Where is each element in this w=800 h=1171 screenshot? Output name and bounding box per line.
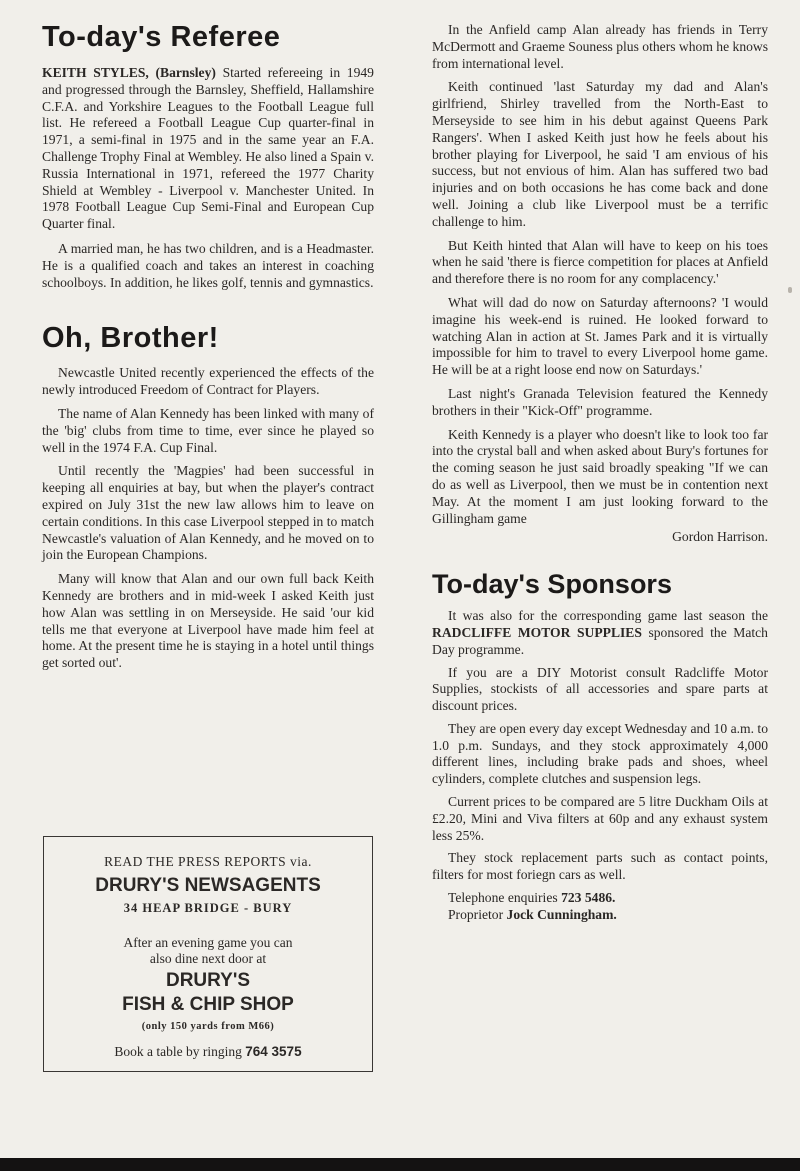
- brother-paragraph: Last night's Granada Television featured the Kennedy brothers in their "Kick-Off" programme.: [432, 385, 768, 418]
- sponsors-paragraph: Current prices to be compared are 5 litre Duckham Oils at £2.20, Mini and Viva filters at 60p and any exhaust system less 25%.: [432, 794, 768, 843]
- brother-paragraph: Newcastle United recently experienced the effects of the newly introduced Freedom of Contract for Players.: [42, 365, 374, 398]
- scan-bottom-edge: [0, 1158, 800, 1171]
- referee-name: KEITH STYLES, (Barnsley): [42, 65, 216, 80]
- advert-dine-next-door: also dine next door at: [149, 951, 267, 966]
- sponsors-telephone: [432, 890, 768, 907]
- advert-press-reports: READ THE PRESS REPORTS via.: [104, 854, 312, 869]
- advert-phone: 764 3575: [245, 1044, 302, 1059]
- brother-paragraph: Keith Kennedy is a player who doesn't like to look too far into the crystal ball and when asked about Bury's fortunes for the coming season he just said broadly speaking "If we can do as well as Liverpool, then we must be in contention next May. At the moment I am just looking forward to the Gillingham game: [432, 426, 768, 526]
- brother-paragraph: In the Anfield camp Alan already has friends in Terry McDermott and Graeme Souness plus others whom he knows from international level.: [432, 22, 769, 71]
- referee-bio-text: Started refereeing in 1949 and progressed through the Barnsley, Sheffield, Hallamshire C.F.A. and Yorkshire Leagues to the Football League full list. He refereed a Football League Cup quarter-final in 1971, a semi-final in 1975 and in the same year an F.A. Challenge Trophy Final at Wembley. He also lined a Spain v. Russia International in 1971, refereed the 1977 Charity Shield at Wembley - Liverpool v. Manchester United. In 1978 Football League Cup Semi-Final and European Cup Quarter final.: [42, 65, 374, 232]
- brother-paragraph: Keith continued 'last Saturday my dad and Alan's girlfriend, Shirley travelled from the North-East to Merseyside to see him in his debut against Queens Park Rangers'. When I asked Keith just how he feels about his brother playing for Liverpool, he said 'I am envious of his success, but not envious of him. Alan has suffered two bad injuries and on both occasions he has come back and done well. Joining a club like Liverpool must be a terrific challenge to him.: [432, 79, 768, 229]
- referee-bio: [42, 65, 374, 233]
- brother-paragraph: The name of Alan Kennedy has been linked with many of the 'big' clubs from time to time, ever since he played so well in the 1974 F.A. Cup Final.: [42, 405, 374, 455]
- referee-personal: A married man, he has two children, and is a Headmaster. He is a qualified coach and takes an interest in coaching schoolboys. In addition, he likes golf, tennis and gymnastics.: [42, 240, 374, 290]
- sponsors-intro-after: sponsored the Match Day programme.: [432, 624, 768, 657]
- byline: Gordon Harrison.: [672, 529, 768, 545]
- drurys-advert: [43, 836, 373, 1072]
- left-column: [42, 20, 374, 672]
- brother-paragraph: What will dad do now on Saturday afternoons? 'I would imagine his week-end is ruined. He looked forward to watching Alan in action at St. James Park and it is virtually impossible for him to travel to every Liverpool home game. He will be at a right loose end now on Saturdays.': [432, 294, 768, 378]
- brother-heading: Oh, Brother!: [42, 322, 219, 355]
- advert-booking-text: Book a table by ringing: [114, 1044, 242, 1059]
- sponsor-company: RADCLIFFE MOTOR SUPPLIES: [432, 624, 642, 640]
- sponsors-paragraph: They stock replacement parts such as contact points, filters for most foriegn cars as well.: [432, 850, 768, 883]
- referee-heading: To-day's Referee: [42, 21, 281, 53]
- brother-paragraph: But Keith hinted that Alan will have to keep on his toes when he said 'there is fierce competition for places at Anfield and therefore there is no room for any complacency.': [432, 237, 768, 287]
- brother-paragraph: Until recently the 'Magpies' had been successful in keeping all enquiries at bay, but when the player's contract expired on July 31st the new law allows him to leave on certain conditions. In this case Liverpool stepped in to match Newcastle's valuation of Alan Kennedy, and he moved on to join the European Champions.: [42, 463, 374, 563]
- advert-evening-game: After an evening game you can: [123, 935, 293, 950]
- advert-address: 34 HEAP BRIDGE - BURY: [123, 901, 293, 915]
- sponsors-heading: To-day's Sponsors: [432, 569, 672, 600]
- sponsors-proprietor: [432, 907, 768, 924]
- sponsors-intro-before: It was also for the corresponding game last season the: [448, 608, 768, 624]
- advert-distance: (only 150 yards from M66): [141, 1021, 275, 1032]
- scan-speck: [788, 287, 792, 293]
- advert-booking: [44, 1044, 372, 1060]
- sponsors-paragraph: They are open every day except Wednesday and 10 a.m. to 1.0 p.m. Sundays, and they stock approximately 4,000 different lines, including brake pads and shoes, wheel cylinders, complete clutches and suspension legs.: [432, 720, 768, 787]
- sponsors-intro: [432, 608, 768, 658]
- right-column: [432, 20, 768, 924]
- proprietor-name: Jock Cunningham.: [506, 906, 617, 922]
- advert-fish-chip-shop: FISH & CHIP SHOP: [122, 994, 294, 1015]
- advert-newsagents: DRURY'S NEWSAGENTS: [95, 875, 321, 896]
- telephone-label: Telephone enquiries: [448, 890, 558, 906]
- proprietor-label: Proprietor: [448, 906, 504, 922]
- brother-paragraph: Many will know that Alan and our own full back Keith Kennedy are brothers and in mid-week I asked Keith just how Alan was settling in on Merseyside. He said 'our kid tells me that everyone at Liverpool have made him feel at home. At the present time he is staying in a hotel until things get sorted out'.: [42, 571, 374, 671]
- sponsors-paragraph: If you are a DIY Motorist consult Radcliffe Motor Supplies, stockists of all accessories and spare parts at discount prices.: [432, 664, 768, 714]
- telephone-number: 723 5486.: [561, 890, 616, 906]
- advert-drurys: DRURY'S: [165, 970, 251, 991]
